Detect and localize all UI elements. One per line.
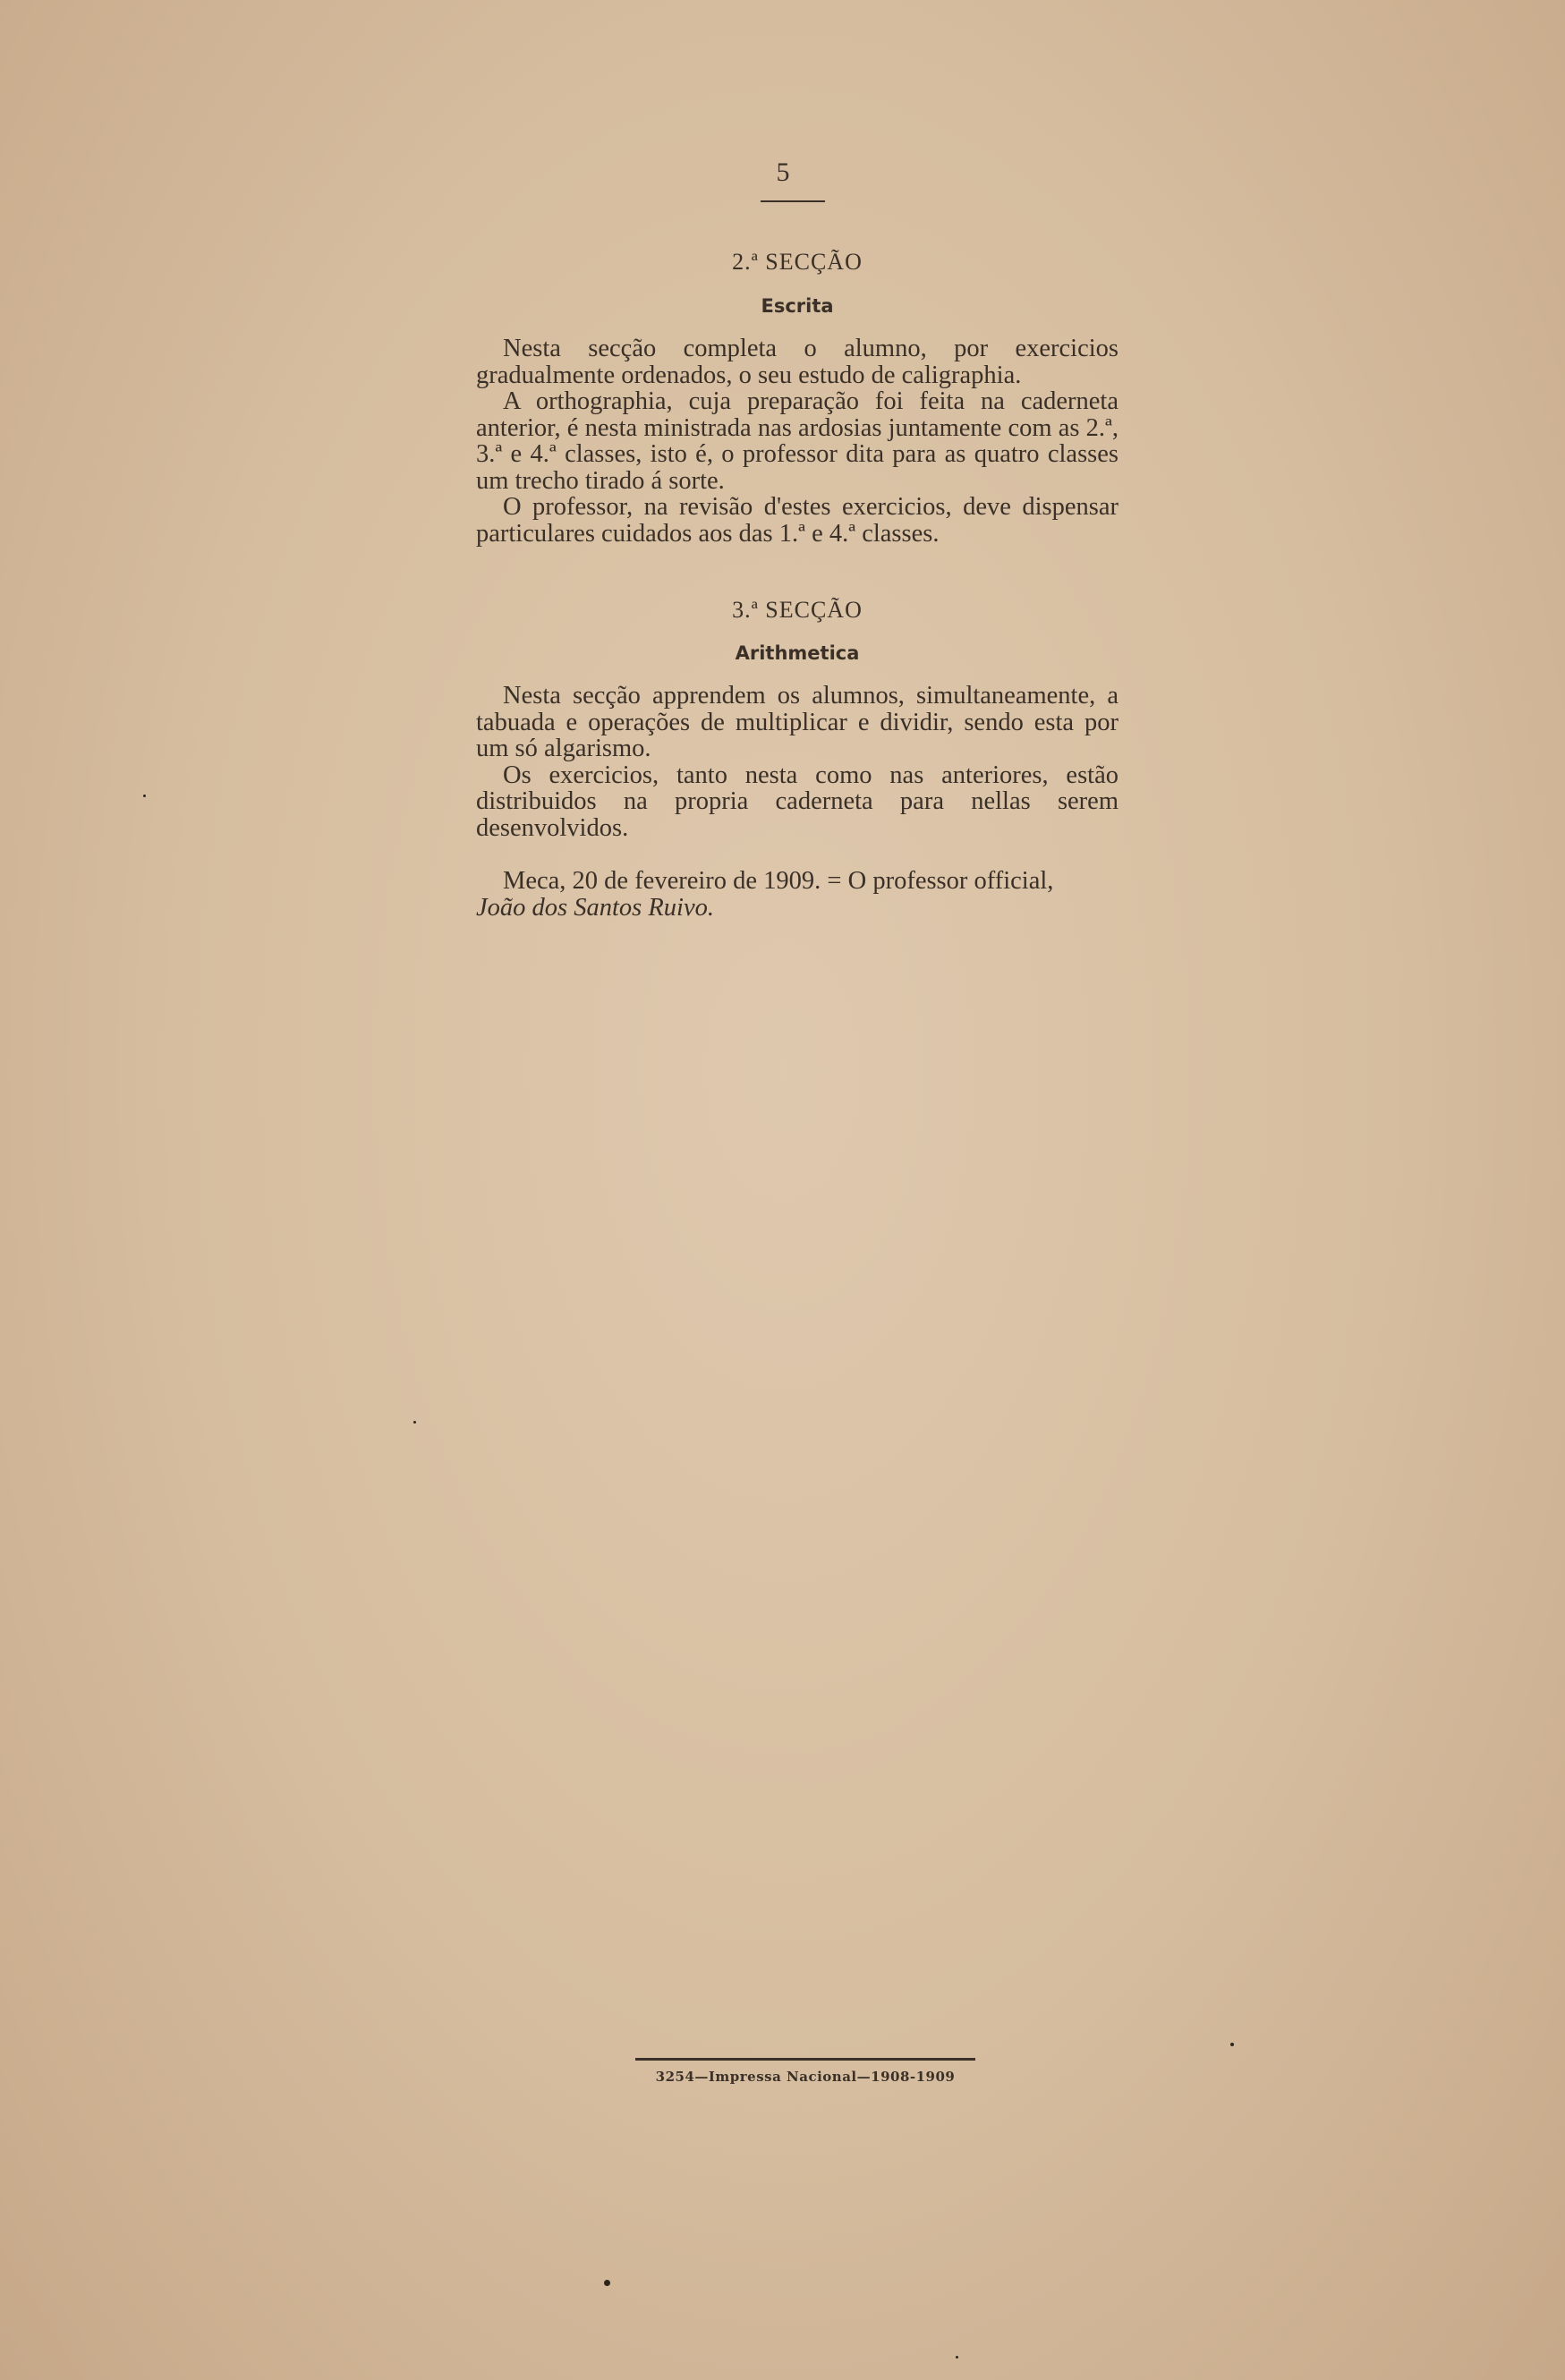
- section-3-paragraph: Os exercicios, tanto nesta como nas anteriores, estão distribuidos na propria caderneta para nellas serem desenvolvidos.: [476, 761, 1118, 842]
- printer-imprint: 3254—Impressa Nacional—1908-1909: [655, 2069, 956, 2085]
- page-number-rule: [761, 200, 825, 202]
- section-2-paragraph: O professor, na revisão d'estes exercicios, deve dispensar particulares cuidados aos das 1.ª e 4.ª classes.: [476, 493, 1118, 548]
- imprint-rule: [635, 2058, 975, 2061]
- signature-name: João dos Santos Ruivo.: [476, 893, 714, 922]
- paper-speck: [413, 1421, 416, 1424]
- section-3-heading: 3.ª SECÇÃO: [732, 597, 863, 623]
- section-2-subheading: Escrita: [761, 295, 834, 317]
- section-3-body: [476, 683, 1118, 841]
- page-number: 5: [776, 157, 790, 187]
- section-3-paragraph: Nesta secção apprendem os alumnos, simultaneamente, a tabuada e operações de multiplicar e dividir, sendo esta por um só algarismo.: [476, 682, 1118, 762]
- section-3-subheading: Arithmetica: [735, 642, 860, 664]
- section-2-body: [476, 336, 1118, 547]
- paper-speck: [1230, 2043, 1234, 2046]
- section-2-heading: 2.ª SECÇÃO: [732, 249, 863, 275]
- paper-speck: [956, 2356, 958, 2359]
- signature-line: Meca, 20 de fevereiro de 1909. = O professor official,: [503, 867, 1054, 895]
- signature-block: [476, 868, 1118, 921]
- paper-speck: [143, 795, 146, 797]
- section-2-paragraph: Nesta secção completa o alumno, por exercicios gradualmente ordenados, o seu estudo de caligraphia.: [476, 335, 1118, 389]
- paper-speck: [604, 2280, 610, 2286]
- section-2-paragraph: A orthographia, cuja preparação foi feita na caderneta anterior, é nesta ministrada nas ardosias juntamente com as 2.ª, 3.ª e 4.ª classes, isto é, o professor dita para as quatro classes um trecho tirado á sorte.: [476, 387, 1118, 495]
